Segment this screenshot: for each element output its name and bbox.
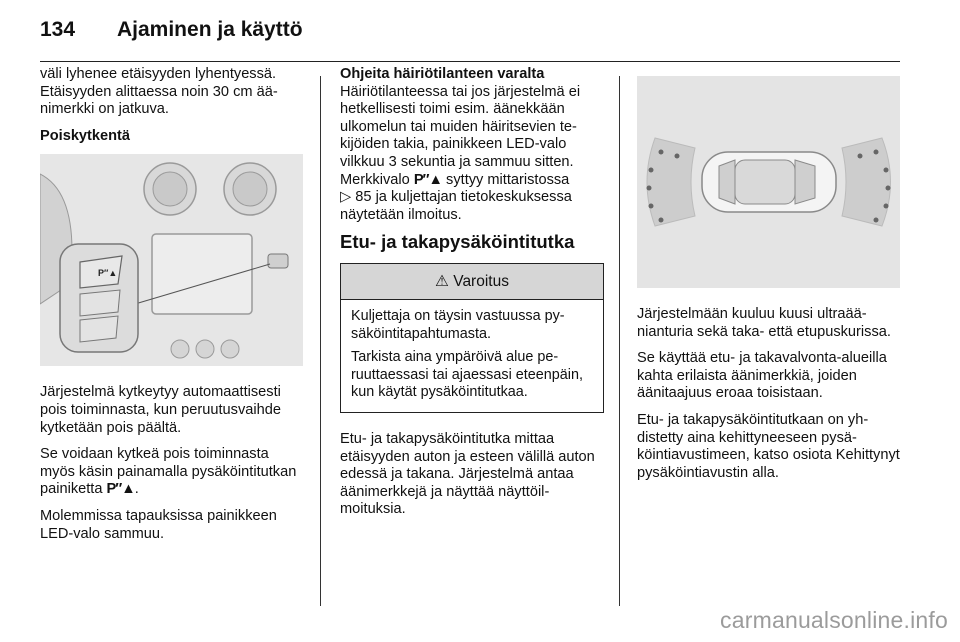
- warning-box: [340, 263, 604, 413]
- column-1: [40, 66, 305, 552]
- parking-sensor-icon: P″▲: [106, 481, 135, 498]
- header-rule: [40, 61, 900, 62]
- col2-paragraph-1: Häiriötilanteessa tai jos järjestelmä ei hetkellisesti toimi esim. äänekkään ulkomelun tai muiden häiritsevien tekijöiden takia, painikkeen LED-valo vilkkuu 3 sekuntia ja sammuu sitten. Merkkivalo P″▲ syttyy mittaristossa ▷ 85 ja kuljettajan tietokeskuksessa näytetään ilmoitus.: [340, 83, 581, 223]
- heading-hairiotilanne: Ohjeita häiriötilanteen varalta: [340, 66, 545, 82]
- parking-sensor-icon: P″▲: [413, 171, 442, 188]
- warning-body: [341, 300, 603, 412]
- warning-title: Varoitus: [453, 272, 509, 290]
- col3-paragraph-3: Etu- ja takapysäköintitutkaan on yhdistetty aina kehittyneeseen pysäköintiavustimeen, katso osiota Kehittynyt pysäköintiavustin alla.: [637, 411, 900, 481]
- col3-paragraph-1: Järjestelmään kuuluu kuusi ultraäänianturia sekä taka- että etupuskurissa.: [637, 306, 891, 340]
- dashboard-illustration: [40, 154, 303, 366]
- heading-poiskytkenta: Poiskytkentä: [40, 127, 131, 144]
- watermark: carmanualsonline.info: [720, 607, 948, 633]
- figure-dashboard-button: [40, 154, 303, 366]
- col3-paragraph-2: Se käyttää etu- ja takavalvonta-alueilla kahta erilaista äänimerkkiä, joiden äänitaajuus eroaa toisistaan.: [637, 350, 887, 402]
- warning-paragraph-1: Kuljettaja on täysin vastuussa pysäköintitapahtumasta.: [351, 307, 565, 342]
- warning-header: [341, 264, 603, 300]
- col1-paragraph-4: Molemmissa tapauksissa painikkeen LED-valo sammuu.: [40, 507, 277, 542]
- col1-paragraph-2: Järjestelmä kytkeytyy automaattisesti pois toiminnasta, kun peruutusvaihde kytketään pois päältä.: [40, 384, 281, 436]
- column-3: [637, 66, 901, 491]
- column-divider-1: [320, 76, 321, 606]
- car-sensor-illustration: [637, 76, 900, 288]
- page-header: [40, 14, 920, 54]
- warning-icon: ⚠: [435, 272, 449, 290]
- inset-button-label: P″▲: [98, 268, 118, 279]
- figure-sensor-coverage: [637, 76, 900, 288]
- col1-paragraph-1: väli lyhenee etäisyyden lyhentyessä. Etäisyyden alittaessa noin 30 cm äänimerkki on jatkuva.: [40, 66, 278, 118]
- column-2: [340, 66, 604, 528]
- column-divider-2: [619, 76, 620, 606]
- warning-paragraph-2: Tarkista aina ympäröivä alue peruuttaessasi tai ajaessasi eteenpäin, kun käytät pysäköintitutkaa.: [351, 349, 583, 401]
- col1-paragraph-3: Se voidaan kytkeä pois toiminnasta myös käsin painamalla pysäköintitutkan painiketta P″▲.: [40, 446, 297, 498]
- page-number: 134: [40, 18, 76, 41]
- chapter-title: Ajaminen ja käyttö: [117, 18, 303, 41]
- col2-paragraph-2: Etu- ja takapysäköintitutka mittaa etäisyyden auton ja esteen välillä auton edessä ja takana. Järjestelmä antaa äänimerkkejä ja näyttää näyttöilmoituksia.: [340, 430, 595, 518]
- page-reference: ▷ 85 ja kuljettajan tietokeskuksessa näytetään ilmoitus.: [340, 189, 572, 223]
- section-title: Etu- ja takapysäköintitutka: [340, 231, 575, 253]
